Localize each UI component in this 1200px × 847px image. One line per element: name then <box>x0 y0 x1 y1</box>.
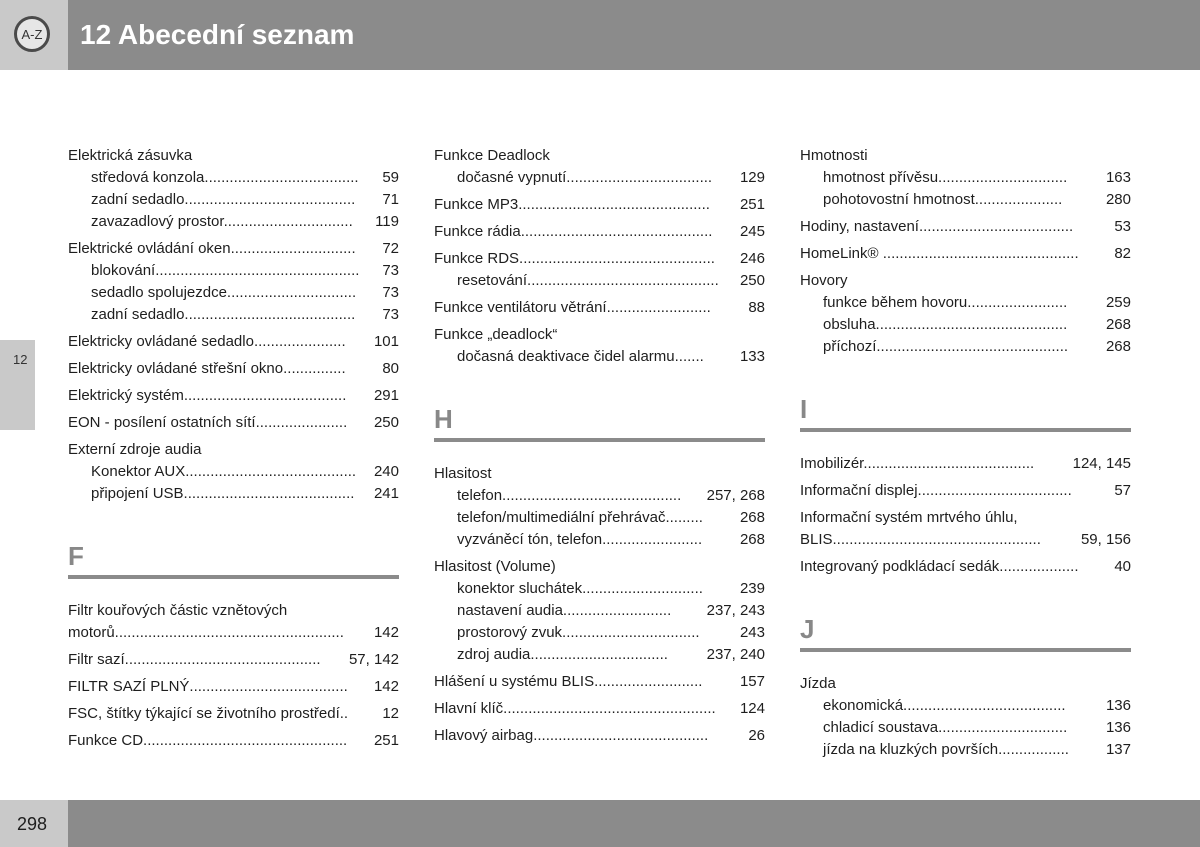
index-entry <box>434 194 765 216</box>
entry-page-number: 257, 268 <box>701 485 765 507</box>
entry-page-number: 133 <box>734 346 765 368</box>
index-entry <box>68 600 399 622</box>
index-entry <box>800 270 1131 292</box>
entry-page-number: 246 <box>734 248 765 270</box>
section-letter-label: I <box>800 394 808 424</box>
entry-label: dočasné vypnutí................................... <box>457 169 713 186</box>
entry-label: Funkce MP3.............................................. <box>434 196 710 213</box>
entry-page-number: 53 <box>1108 216 1131 238</box>
section-letter-f <box>68 535 399 590</box>
index-entry <box>68 358 399 380</box>
entry-page-number: 57, 142 <box>343 649 399 671</box>
entry-label: motorů....................................................... <box>68 624 344 641</box>
entry-page-number: 268 <box>1100 314 1131 336</box>
entry-page-number: 291 <box>368 385 399 407</box>
entry-label: Informační displej..................................... <box>800 482 1072 499</box>
entry-page-number: 250 <box>368 412 399 434</box>
entry-page-number: 12 <box>376 703 399 725</box>
index-entry <box>434 297 765 319</box>
index-entry <box>68 676 399 698</box>
index-entry <box>800 453 1131 475</box>
entry-label: obsluha.............................................. <box>823 316 1068 333</box>
entry-page-number: 136 <box>1100 717 1131 739</box>
entry-label: Funkce RDS............................................... <box>434 250 715 267</box>
entry-label: chladicí soustava............................... <box>823 719 1068 736</box>
index-entry <box>434 671 765 693</box>
section-divider <box>800 648 1131 652</box>
entry-label: Imobilizér......................................... <box>800 455 1035 472</box>
entry-page-number: 250 <box>734 270 765 292</box>
entry-page-number: 82 <box>1108 243 1131 265</box>
index-subentry <box>434 346 765 368</box>
entry-label: příchozí.............................................. <box>823 338 1069 355</box>
index-entry <box>68 331 399 353</box>
entry-label: Funkce Deadlock <box>434 147 550 164</box>
index-entry <box>434 698 765 720</box>
entry-label: Hovory <box>800 272 848 289</box>
index-subentry <box>800 336 1131 358</box>
entry-label: Funkce ventilátoru větrání......................... <box>434 299 711 316</box>
entry-label: FILTR SAZÍ PLNÝ...................................... <box>68 678 348 695</box>
entry-page-number: 129 <box>734 167 765 189</box>
entry-label: FSC, štítky týkající se životního prostředí.. <box>68 705 349 722</box>
index-entry <box>434 324 765 346</box>
entry-page-number: 142 <box>368 676 399 698</box>
index-entry <box>800 673 1131 695</box>
index-entry <box>68 730 399 752</box>
index-column-3 <box>800 145 1131 761</box>
index-subentry <box>68 282 399 304</box>
entry-label: Hodiny, nastavení..................................... <box>800 218 1074 235</box>
entry-label: Hlášení u systému BLIS.......................... <box>434 673 703 690</box>
entry-label: připojení USB......................................... <box>91 485 355 502</box>
entry-page-number: 245 <box>734 221 765 243</box>
index-subentry <box>68 189 399 211</box>
section-divider <box>68 575 399 579</box>
entry-label: zadní sedadlo......................................... <box>91 306 356 323</box>
a-z-icon: A-Z <box>14 16 50 52</box>
entry-label: Elektricky ovládané sedadlo...................... <box>68 333 346 350</box>
index-entry <box>800 216 1131 238</box>
entry-page-number: 71 <box>376 189 399 211</box>
index-subentry <box>68 483 399 505</box>
index-subentry <box>800 717 1131 739</box>
index-subentry <box>800 167 1131 189</box>
index-entry <box>434 725 765 747</box>
index-subentry <box>68 167 399 189</box>
index-subentry <box>434 270 765 292</box>
entry-label: Hmotnosti <box>800 147 868 164</box>
entry-label: Jízda <box>800 675 836 692</box>
entry-page-number: 137 <box>1100 739 1131 761</box>
index-subentry <box>800 695 1131 717</box>
entry-page-number: 251 <box>734 194 765 216</box>
entry-page-number: 119 <box>369 211 399 233</box>
entry-label: konektor sluchátek............................. <box>457 580 703 597</box>
entry-label: nastavení audia.......................... <box>457 602 672 619</box>
entry-label: jízda na kluzkých površích................. <box>823 741 1069 758</box>
index-entry <box>800 556 1131 578</box>
entry-label: zdroj audia................................. <box>457 646 668 663</box>
section-letter-h <box>434 398 765 453</box>
entry-page-number: 73 <box>376 304 399 326</box>
entry-label: funkce během hovoru........................ <box>823 294 1068 311</box>
entry-page-number: 237, 240 <box>701 644 765 666</box>
entry-page-number: 72 <box>376 238 399 260</box>
entry-page-number: 280 <box>1100 189 1131 211</box>
index-entry <box>800 529 1131 551</box>
entry-page-number: 73 <box>376 282 399 304</box>
entry-label: telefon........................................... <box>457 487 682 504</box>
footer-bar <box>68 800 1200 847</box>
index-subentry <box>800 292 1131 314</box>
entry-label: Filtr kouřových částic vznětových <box>68 602 288 619</box>
entry-label: Funkce „deadlock“ <box>434 326 558 343</box>
index-entry <box>800 145 1131 167</box>
entry-page-number: 57 <box>1108 480 1131 502</box>
entry-label: Hlavní klíč................................................... <box>434 700 716 717</box>
index-subentry <box>434 622 765 644</box>
index-entry <box>68 412 399 434</box>
section-letter-label: F <box>68 541 84 571</box>
index-subentry <box>68 211 399 233</box>
entry-label: středová konzola..................................... <box>91 169 359 186</box>
entry-label: dočasná deaktivace čidel alarmu....... <box>457 348 704 365</box>
entry-page-number: 239 <box>734 578 765 600</box>
index-entry <box>800 480 1131 502</box>
index-subentry <box>434 529 765 551</box>
section-letter-label: H <box>434 404 453 434</box>
page-title: 12 Abecední seznam <box>80 19 355 50</box>
entry-label: Elektricky ovládané střešní okno............... <box>68 360 346 377</box>
entry-label: HomeLink® ............................................... <box>800 245 1079 262</box>
index-entry <box>68 622 399 644</box>
index-subentry <box>68 461 399 483</box>
index-subentry <box>800 314 1131 336</box>
entry-page-number: 241 <box>368 483 399 505</box>
entry-page-number: 268 <box>734 507 765 529</box>
entry-label: Elektrický systém....................................... <box>68 387 347 404</box>
entry-label: Informační systém mrtvého úhlu, <box>800 509 1018 526</box>
index-subentry <box>68 260 399 282</box>
entry-page-number: 73 <box>376 260 399 282</box>
index-entry <box>434 463 765 485</box>
index-subentry <box>434 485 765 507</box>
entry-label: blokování................................................. <box>91 262 360 279</box>
entry-label: Hlasitost (Volume) <box>434 558 556 575</box>
entry-page-number: 59, 156 <box>1075 529 1131 551</box>
entry-page-number: 88 <box>742 297 765 319</box>
index-entry <box>434 221 765 243</box>
index-subentry <box>434 167 765 189</box>
entry-label: telefon/multimediální přehrávač......... <box>457 509 703 526</box>
entry-label: Elektrické ovládání oken.............................. <box>68 240 356 257</box>
entry-page-number: 124, 145 <box>1067 453 1131 475</box>
entry-label: EON - posílení ostatních sítí...................... <box>68 414 348 431</box>
section-letter-i <box>800 388 1131 443</box>
entry-label: Konektor AUX......................................... <box>91 463 357 480</box>
entry-label: prostorový zvuk................................. <box>457 624 700 641</box>
entry-page-number: 268 <box>1100 336 1131 358</box>
entry-page-number: 243 <box>734 622 765 644</box>
entry-label: hmotnost přívěsu............................... <box>823 169 1068 186</box>
index-entry <box>434 556 765 578</box>
entry-label: zadní sedadlo......................................... <box>91 191 356 208</box>
entry-page-number: 259 <box>1100 292 1131 314</box>
index-subentry <box>434 507 765 529</box>
entry-page-number: 142 <box>368 622 399 644</box>
entry-label: BLIS.................................................. <box>800 531 1041 548</box>
index-subentry <box>434 600 765 622</box>
entry-page-number: 237, 243 <box>701 600 765 622</box>
section-divider <box>434 438 765 442</box>
section-letter-label: J <box>800 614 815 644</box>
entry-page-number: 101 <box>368 331 399 353</box>
index-entry <box>68 238 399 260</box>
index-entry <box>68 703 399 725</box>
index-entry <box>800 507 1131 529</box>
index-column-1 <box>68 145 399 752</box>
index-subentry <box>68 304 399 326</box>
entry-label: Funkce rádia.............................................. <box>434 223 713 240</box>
entry-label: ekonomická....................................... <box>823 697 1066 714</box>
entry-page-number: 124 <box>734 698 765 720</box>
entry-label: Elektrická zásuvka <box>68 147 193 164</box>
entry-label: Funkce CD................................................. <box>68 732 348 749</box>
entry-page-number: 268 <box>734 529 765 551</box>
entry-label: sedadlo spolujezdce............................... <box>91 284 357 301</box>
entry-label: zavazadlový prostor............................... <box>91 213 353 230</box>
entry-page-number: 251 <box>368 730 399 752</box>
entry-label: Hlavový airbag.......................................... <box>434 727 709 744</box>
chapter-tab-label: 12 <box>13 352 28 367</box>
index-entry <box>68 649 399 671</box>
entry-page-number: 59 <box>376 167 399 189</box>
page-number: 298 <box>17 814 48 834</box>
entry-label: Filtr sazí............................................... <box>68 651 321 668</box>
entry-label: Externí zdroje audia <box>68 441 202 458</box>
section-divider <box>800 428 1131 432</box>
index-entry <box>800 243 1131 265</box>
entry-page-number: 40 <box>1108 556 1131 578</box>
index-entry <box>68 439 399 461</box>
entry-page-number: 157 <box>734 671 765 693</box>
entry-label: Hlasitost <box>434 465 492 482</box>
entry-page-number: 80 <box>376 358 399 380</box>
index-entry <box>434 248 765 270</box>
entry-page-number: 136 <box>1100 695 1131 717</box>
section-letter-j <box>800 608 1131 663</box>
entry-label: vyzváněcí tón, telefon........................ <box>457 531 703 548</box>
index-column-2 <box>434 145 765 747</box>
index-entry <box>68 385 399 407</box>
index-entry <box>434 145 765 167</box>
entry-page-number: 163 <box>1100 167 1131 189</box>
entry-label: resetování.............................................. <box>457 272 719 289</box>
entry-label: Integrovaný podkládací sedák................... <box>800 558 1079 575</box>
index-subentry <box>434 644 765 666</box>
entry-page-number: 26 <box>742 725 765 747</box>
index-entry <box>68 145 399 167</box>
entry-page-number: 240 <box>368 461 399 483</box>
index-subentry <box>800 189 1131 211</box>
entry-label: pohotovostní hmotnost..................... <box>823 191 1063 208</box>
index-subentry <box>800 739 1131 761</box>
index-subentry <box>434 578 765 600</box>
